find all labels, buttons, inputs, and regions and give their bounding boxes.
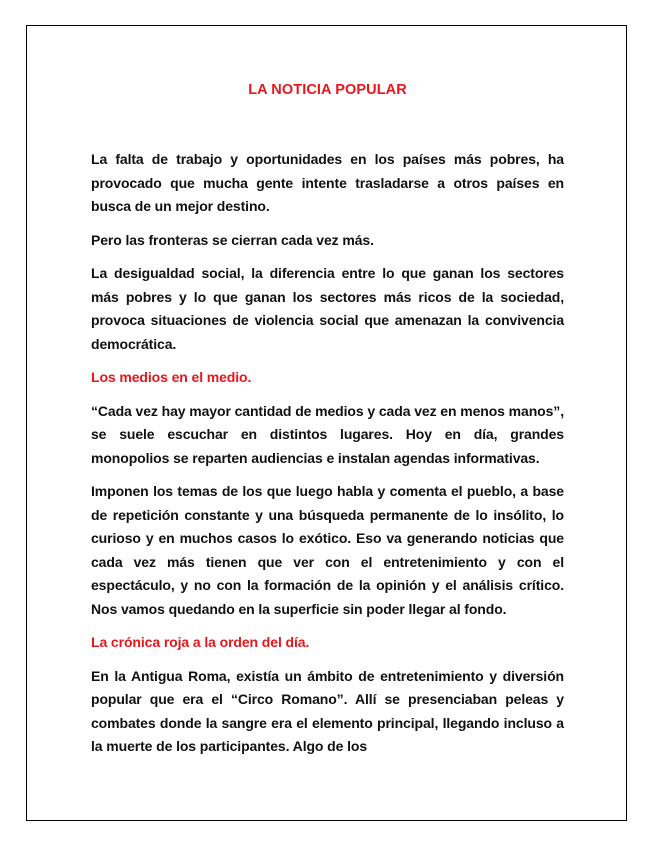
paragraph: “Cada vez hay mayor cantidad de medios y cada vez en menos manos”, se suele escuchar en distintos lugares. Hoy en día, grandes monopolios se reparten audiencias e instalan agendas informativas. — [91, 402, 564, 466]
document-body — [91, 148, 564, 769]
document-title: LA NOTICIA POPULAR — [248, 82, 407, 98]
section-heading: Los medios en el medio. — [91, 369, 252, 385]
paragraph: En la Antigua Roma, existía un ámbito de entretenimiento y diversión popular que era el “Circo Romano”. Allí se presenciaban peleas y combates donde la sangre era el elemento principal, llegando incluso a la muerte de los participantes. Algo de los — [91, 667, 564, 754]
paragraph: La falta de trabajo y oportunidades en los países más pobres, ha provocado que mucha gente intente trasladarse a otros países en busca de un mejor destino. — [91, 151, 564, 214]
paragraph: La desigualdad social, la diferencia entre lo que ganan los sectores más pobres y lo que ganan los sectores más ricos de la sociedad, provoca situaciones de violencia social que amenazan la convivencia democrática. — [91, 265, 564, 352]
document-page — [26, 25, 627, 821]
paragraph: Pero las fronteras se cierran cada vez más. — [91, 231, 374, 248]
paragraph: Imponen los temas de los que luego habla y comenta el pueblo, a base de repetición constante y una búsqueda permanente de lo insólito, lo curioso y en muchos casos lo exótico. Eso va generando noticias que cada vez más tienen que ver con el entretenimiento y con el espectáculo, y no con la formación de la opinión y el análisis crítico. Nos vamos quedando en la superficie sin poder llegar al fondo. — [91, 483, 564, 617]
section-heading: La crónica roja a la orden del día. — [91, 634, 310, 650]
